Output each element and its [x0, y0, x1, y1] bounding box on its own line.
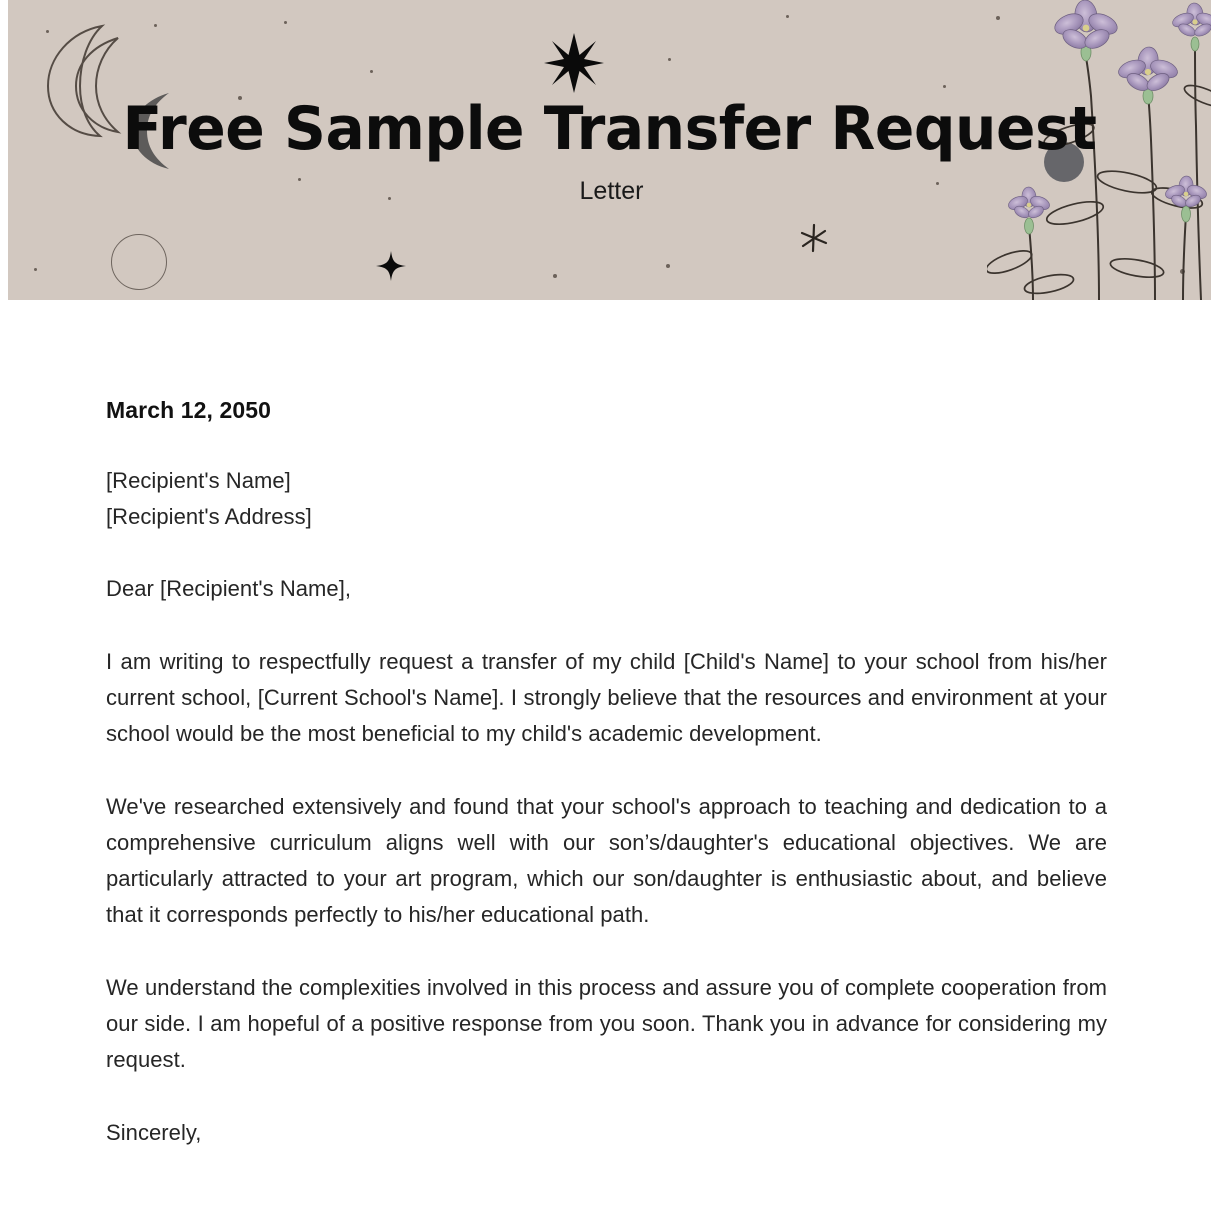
circle-outline-icon	[111, 234, 167, 290]
speck-dot	[388, 197, 391, 200]
speck-dot	[370, 70, 373, 73]
page-title: Free Sample Transfer Request	[122, 94, 1097, 164]
speck-dot	[668, 58, 671, 61]
four-point-sparkle-icon	[376, 251, 406, 281]
salutation: Dear [Recipient's Name],	[106, 576, 352, 601]
asterisk-icon	[798, 222, 830, 254]
speck-dot	[666, 264, 670, 268]
crescent-moon-filled-icon	[124, 92, 182, 170]
recipient-address-line: [Recipient's Address]	[106, 504, 312, 529]
speck-dot	[284, 21, 287, 24]
letter-body	[106, 395, 1107, 1151]
speck-dot	[936, 182, 939, 185]
speck-dot	[786, 15, 789, 18]
recipient-block	[106, 463, 1107, 535]
letter-closing: Sincerely,	[106, 1120, 202, 1145]
letter-paragraph-2: We've researched extensively and found that your school's approach to teaching and dedication to a comprehensive curriculum aligns well with our son’s/daughter's educational objectives. We are particularly attracted to your art program, which our son/daughter is enthusiastic about, and believe that it corresponds perfectly to his/her educational path.	[106, 794, 1107, 927]
recipient-name-line: [Recipient's Name]	[106, 468, 291, 493]
letter-paragraph-3: We understand the complexities involved in this process and assure you of complete cooperation from our side. I am hopeful of a positive response from you soon. Thank you in advance for considering my request.	[106, 975, 1107, 1072]
speck-dot	[34, 268, 37, 271]
speck-dot	[154, 24, 157, 27]
letter-date: March 12, 2050	[106, 397, 272, 423]
speck-dot	[46, 30, 49, 33]
speck-dot	[238, 96, 242, 100]
header-banner	[8, 0, 1211, 300]
speck-dot	[943, 85, 946, 88]
eight-point-star-icon	[544, 33, 604, 93]
page-subtitle: Letter	[579, 177, 644, 205]
letter-paragraph-1: I am writing to respectfully request a transfer of my child [Child's Name] to your school from his/her current school, [Current School's Name]. I strongly believe that the resources and environment at your school would be the most beneficial to my child's academic development.	[106, 649, 1107, 746]
flower-stems-illustration	[987, 0, 1211, 300]
speck-dot	[298, 178, 301, 181]
speck-dot	[553, 274, 557, 278]
